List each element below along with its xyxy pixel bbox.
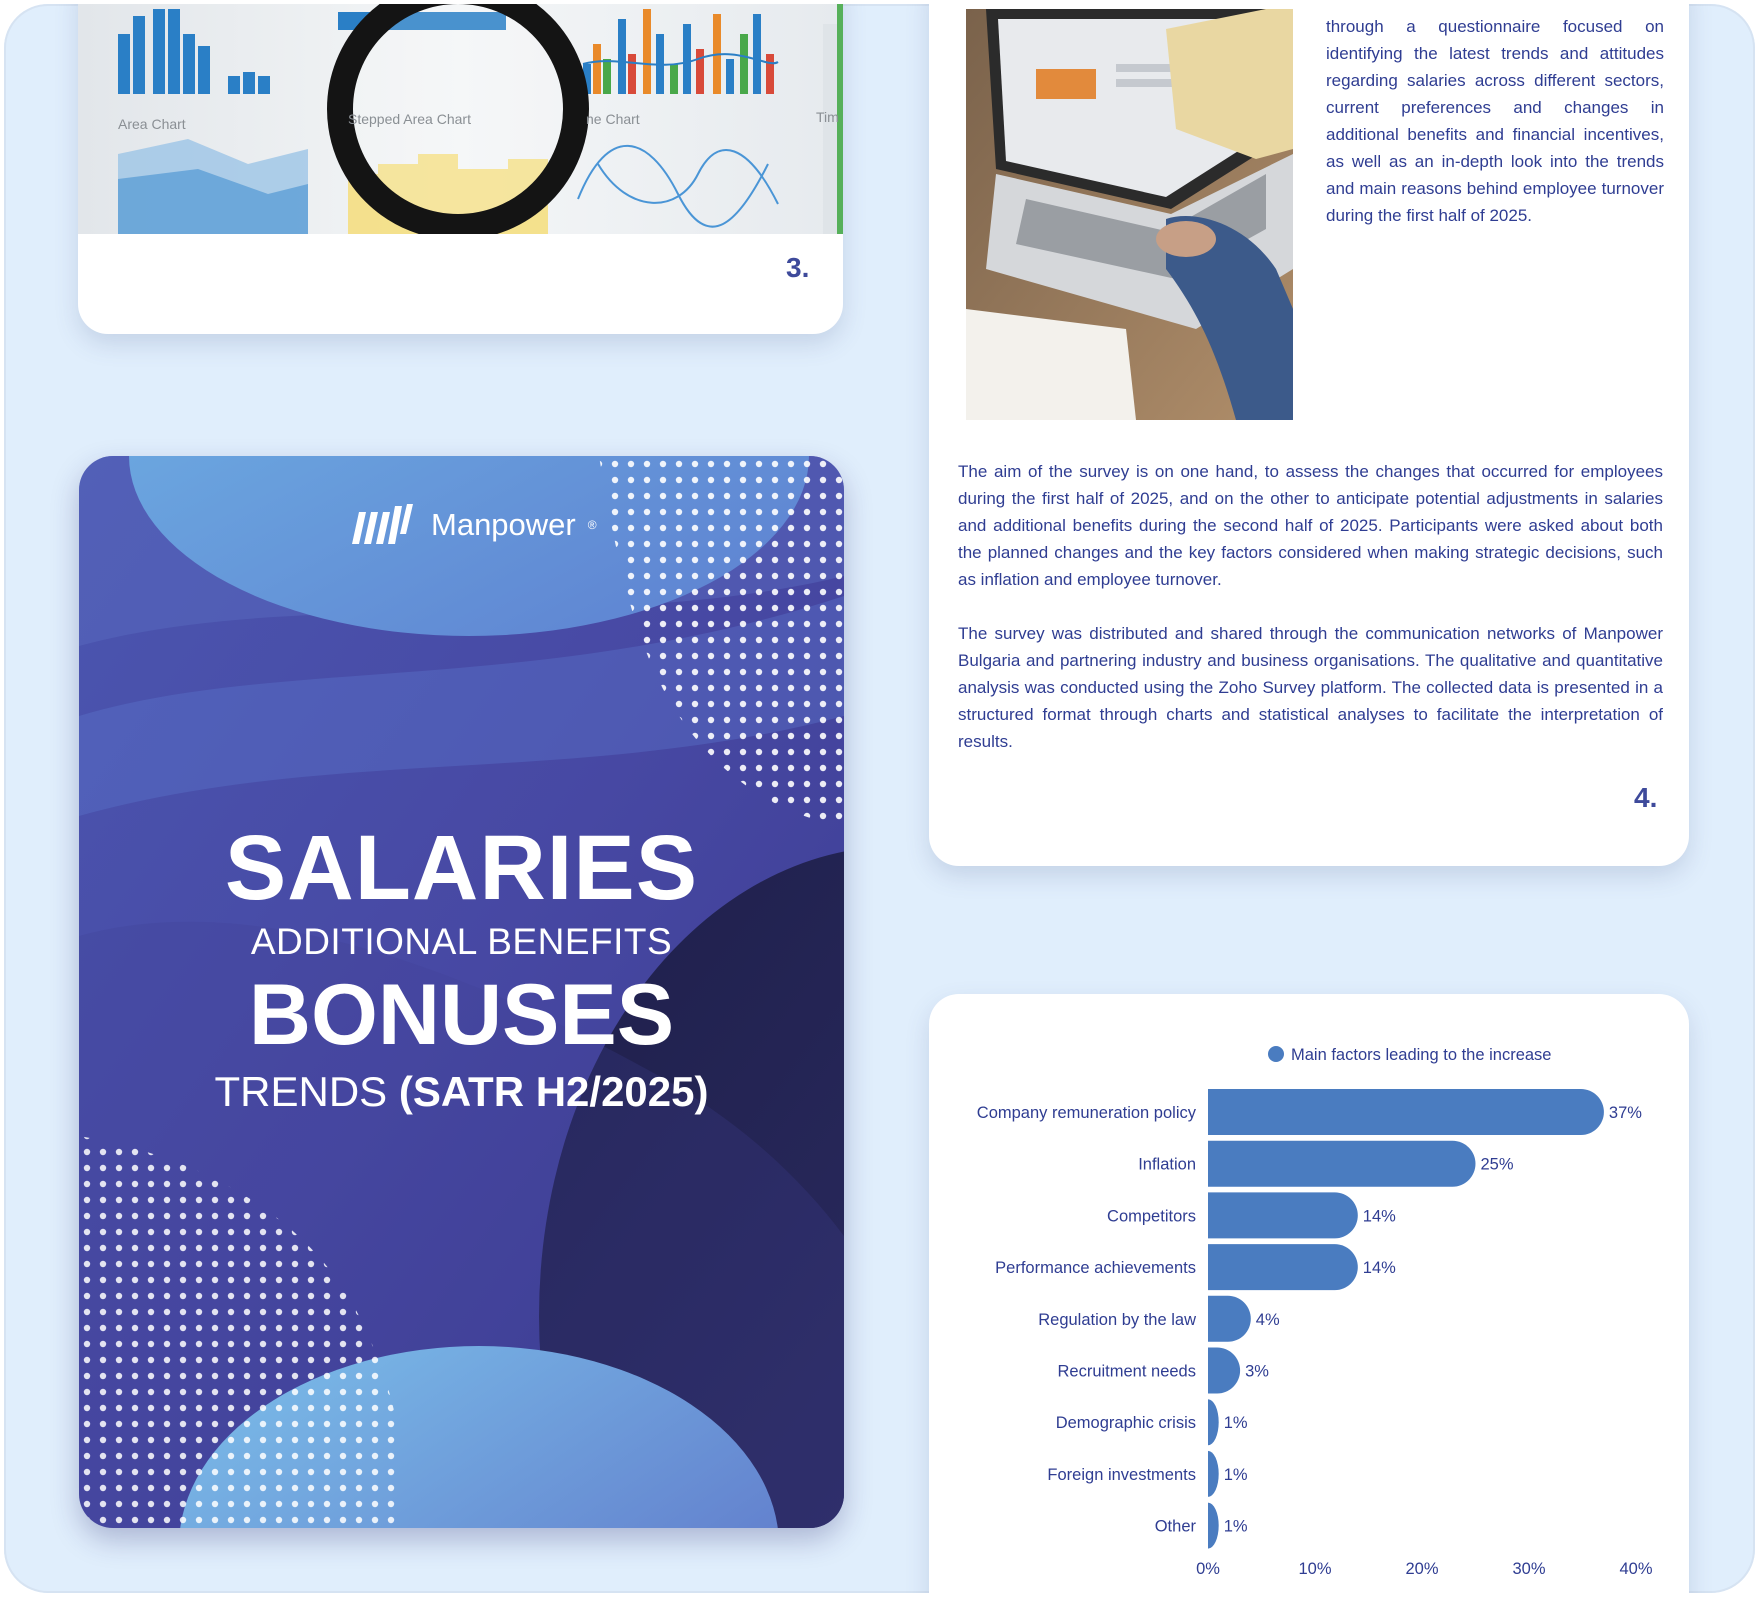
page-4-paragraph: The survey was distributed and shared through the communication networks of Manpower Bulgaria and partnering industry and business organisations. The qualitative and quantitative analysis was conducted using the Zoho Survey platform. The collected data is presented in a structured format through charts and statistical analyses to facilitate the interpretation of results. <box>958 624 1663 751</box>
cover-title-salaries: SALARIES <box>224 817 699 919</box>
bar-chart <box>929 994 1689 1593</box>
manpower-logo <box>344 504 597 546</box>
cover-title-bonuses: BONUSES <box>248 967 675 1063</box>
category-label: Competitors <box>1107 1207 1196 1226</box>
page-4-intro-text: through a questionnaire focused on identifying the latest trends and attitudes regarding salaries across different sectors, current preferences and changes in additional benefits and financial incentives, as well as an in-depth look into the trends and main reasons behind employee turnover during the first half of 2025. <box>1326 17 1664 225</box>
cover-trends-code: (SATR H2/2025) <box>398 1068 709 1115</box>
x-tick-label: 30% <box>1512 1560 1546 1578</box>
category-label: Other <box>1154 1517 1196 1536</box>
x-tick-label: 10% <box>1298 1560 1332 1578</box>
bar-value-label: 4% <box>1255 1310 1280 1329</box>
category-label: Recruitment needs <box>1057 1362 1196 1381</box>
manpower-logo-icon <box>344 504 419 546</box>
bar <box>1208 1503 1219 1549</box>
legend-label: Main factors leading to the increase <box>1291 1046 1552 1064</box>
page-4-paragraph: The aim of the survey is on one hand, to assess the changes that occurred for employees during the first half of 2025, and on the other to anticipate potential adjustments in salaries and additional benefits during the second half of 2025. Participants were asked about both the planned changes and the key factors considered when making strategic decisions, such as inflation and employee turnover. <box>958 462 1663 589</box>
bar <box>1208 1141 1475 1187</box>
bar-value-label: 3% <box>1245 1362 1269 1381</box>
page-number: 3. <box>786 252 810 283</box>
page-number: 4. <box>1634 782 1658 813</box>
cover-title-trends <box>79 1068 844 1116</box>
bar-value-label: 37% <box>1608 1104 1642 1122</box>
bar-value-label: 1% <box>1223 1517 1248 1536</box>
x-tick-label: 40% <box>1619 1560 1653 1578</box>
bar <box>1208 1296 1251 1342</box>
category-label: Foreign investments <box>1047 1465 1196 1484</box>
x-tick-label: 0% <box>1196 1560 1220 1578</box>
charts-magnifier-photo <box>78 4 843 234</box>
bar-value-label: 14% <box>1362 1207 1396 1226</box>
legend-marker-icon <box>1268 1046 1284 1062</box>
bar <box>1208 1192 1358 1238</box>
category-label: Performance achievements <box>995 1259 1196 1278</box>
bar <box>1208 1451 1219 1497</box>
page-3-card[interactable] <box>78 4 843 334</box>
category-label: Demographic crisis <box>1055 1414 1196 1433</box>
bar-value-label: 1% <box>1223 1414 1248 1433</box>
bar-value-label: 1% <box>1223 1465 1248 1484</box>
bar-value-label: 14% <box>1362 1259 1396 1278</box>
bar <box>1208 1244 1358 1290</box>
cover-page[interactable] <box>79 456 844 1528</box>
photo-label: Tim <box>816 109 839 125</box>
category-label: Company remuneration policy <box>976 1104 1196 1122</box>
canvas <box>4 4 1755 1593</box>
photo-label: Area Chart <box>118 116 186 132</box>
bar <box>1208 1089 1604 1135</box>
laptop-photo <box>966 9 1293 420</box>
chart-card[interactable] <box>929 994 1689 1593</box>
cover-trends-label: TRENDS <box>214 1068 388 1115</box>
registered-mark: ® <box>587 518 597 532</box>
brand-name: Manpower <box>431 507 576 542</box>
cover-title-additional-benefits: ADDITIONAL BENEFITS <box>250 921 673 962</box>
bar <box>1208 1348 1240 1394</box>
page-4-card[interactable] <box>929 4 1689 866</box>
bar-value-label: 25% <box>1480 1155 1514 1174</box>
category-label: Regulation by the law <box>1038 1310 1196 1329</box>
category-label: Inflation <box>1138 1155 1196 1174</box>
photo-label: ne Chart <box>586 111 640 127</box>
bar <box>1208 1399 1219 1445</box>
photo-label: Stepped Area Chart <box>348 111 471 127</box>
x-tick-label: 20% <box>1405 1560 1439 1578</box>
